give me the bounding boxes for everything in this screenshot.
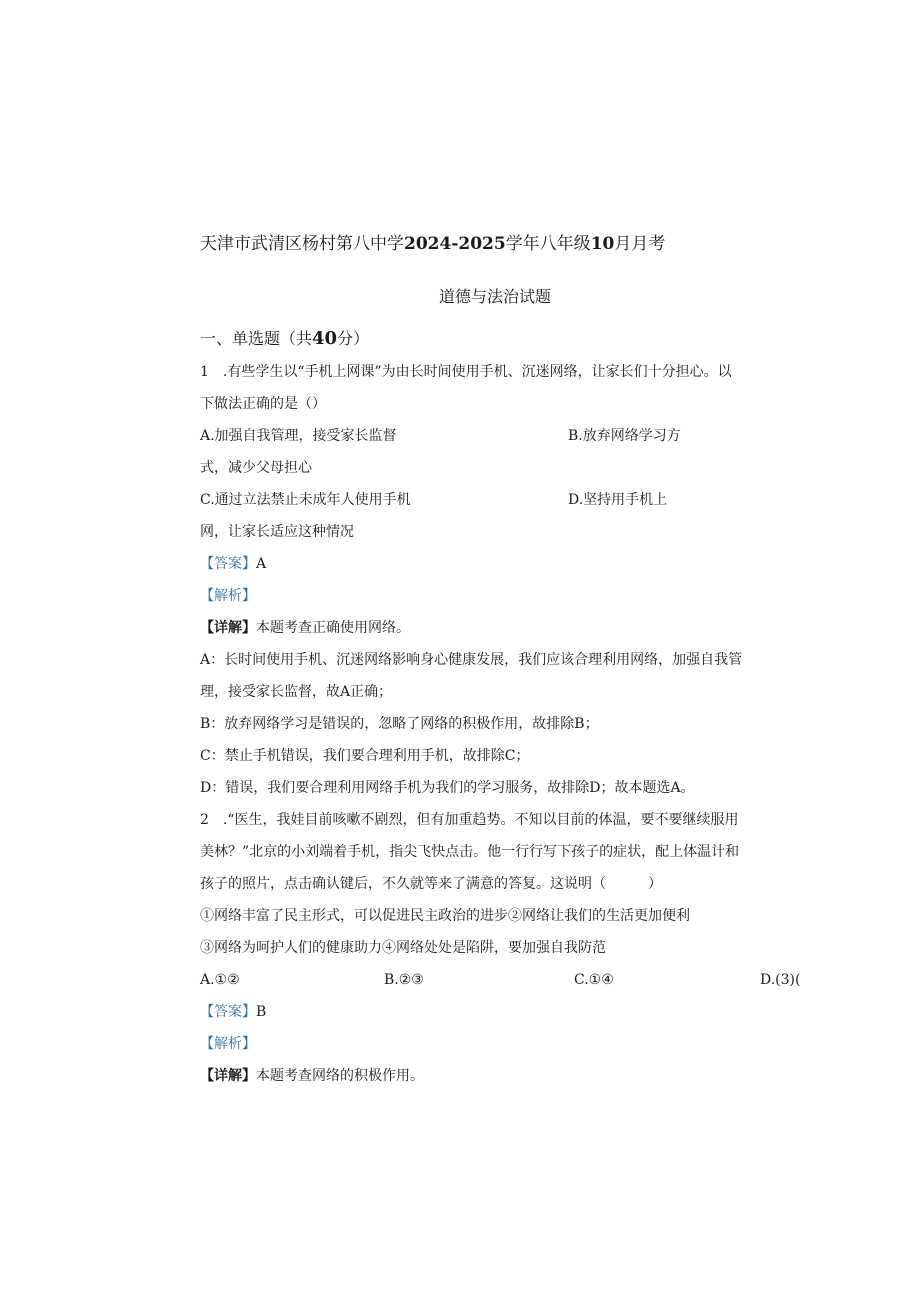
q1-explain-d: D：错误，我们要合理利用网络手机为我们的学习服务，故排除D；故本题选A。 <box>200 780 695 796</box>
q1-option-b-cont: 式，减少父母担心 <box>200 460 312 476</box>
q2-stem-line2: 美林？”北京的小刘端着手机，指尖飞快点击。他一行行写下孩子的症状，配上体温计和 <box>200 844 740 860</box>
q2-choice-b: B.②③ <box>384 972 424 988</box>
q2-statement-line2: ③网络为呵护人们的健康助力④网络处处是陷阱，要加强自我防范 <box>200 940 606 956</box>
q2-answer-value: B <box>256 1004 267 1020</box>
q1-answer <box>200 554 266 574</box>
exam-subtitle: 道德与法治试题 <box>439 287 552 306</box>
q1-option-c: C.通过立法禁止未成年人使用手机 <box>200 492 411 508</box>
q2-detail-text: 本题考查网络的积极作用。 <box>256 1068 424 1084</box>
q2-choice-a: A.①② <box>200 972 240 988</box>
q2-choice-d: D.(3)( <box>760 972 801 988</box>
q1-stem-line1: 1 .有些学生以“手机上网课”为由长时间使用手机、沉迷网络，让家长们十分担心。以 <box>200 364 732 380</box>
q1-option-d-cont: 网，让家长适应这种情况 <box>200 524 354 540</box>
q2-answer-label: 【答案】 <box>200 1004 256 1020</box>
title-month: 10 <box>590 234 615 254</box>
exam-title <box>200 229 665 254</box>
q1-answer-label: 【答案】 <box>200 556 256 572</box>
q2-choice-c: C.①④ <box>574 972 614 988</box>
q2-statement-line1: ①网络丰富了民主形式，可以促进民主政治的进步②网络让我们的生活更加便利 <box>200 908 690 924</box>
q1-explain-b: B：放弃网络学习是错误的，忽略了网络的积极作用，故排除B； <box>200 716 599 732</box>
section-heading <box>200 326 369 349</box>
q1-stem-line2: 下做法正确的是（） <box>200 396 326 412</box>
title-year: 2024-2025 <box>404 234 506 254</box>
q2-detail-label: 【详解】 <box>200 1068 256 1084</box>
title-prefix: 天津市武清区杨村第八中学 <box>200 234 404 254</box>
q2-stem-line1: 2 .“医生，我娃目前咳嗽不剧烈，但有加重趋势。不知以目前的体温，要不要继续服用 <box>200 812 739 828</box>
q1-option-a: A.加强自我管理，接受家长监督 <box>200 428 397 444</box>
q1-option-b: B.放弃网络学习方 <box>568 428 681 444</box>
q1-explain-c: C：禁止手机错误，我们要合理利用手机，故排除C； <box>200 748 530 764</box>
q2-analysis-label: 【解析】 <box>200 1036 256 1052</box>
q2-answer <box>200 1002 266 1022</box>
title-mid: 学年八年级 <box>505 234 591 254</box>
q1-option-d: D.坚持用手机上 <box>568 492 668 508</box>
section-prefix: 一、单选题（共 <box>200 329 313 348</box>
q1-detail <box>200 618 410 638</box>
q1-detail-label: 【详解】 <box>200 620 256 636</box>
q1-explain-a-line2: 理，接受家长监督，故A正确； <box>200 684 393 700</box>
q2-detail <box>200 1066 424 1086</box>
q2-stem-line3: 孩子的照片，点击确认键后，不久就等来了满意的答复。这说明（ ） <box>200 876 662 892</box>
q1-explain-a-line1: A：长时间使用手机、沉迷网络影响身心健康发展，我们应该合理利用网络，加强自我管 <box>200 652 743 668</box>
q1-detail-text: 本题考查正确使用网络。 <box>256 620 410 636</box>
section-score: 40 <box>312 328 338 349</box>
section-suffix: 分） <box>337 329 370 348</box>
title-suffix: 月月考 <box>614 234 666 254</box>
q1-analysis-label: 【解析】 <box>200 588 256 604</box>
q1-answer-value: A <box>256 556 267 572</box>
